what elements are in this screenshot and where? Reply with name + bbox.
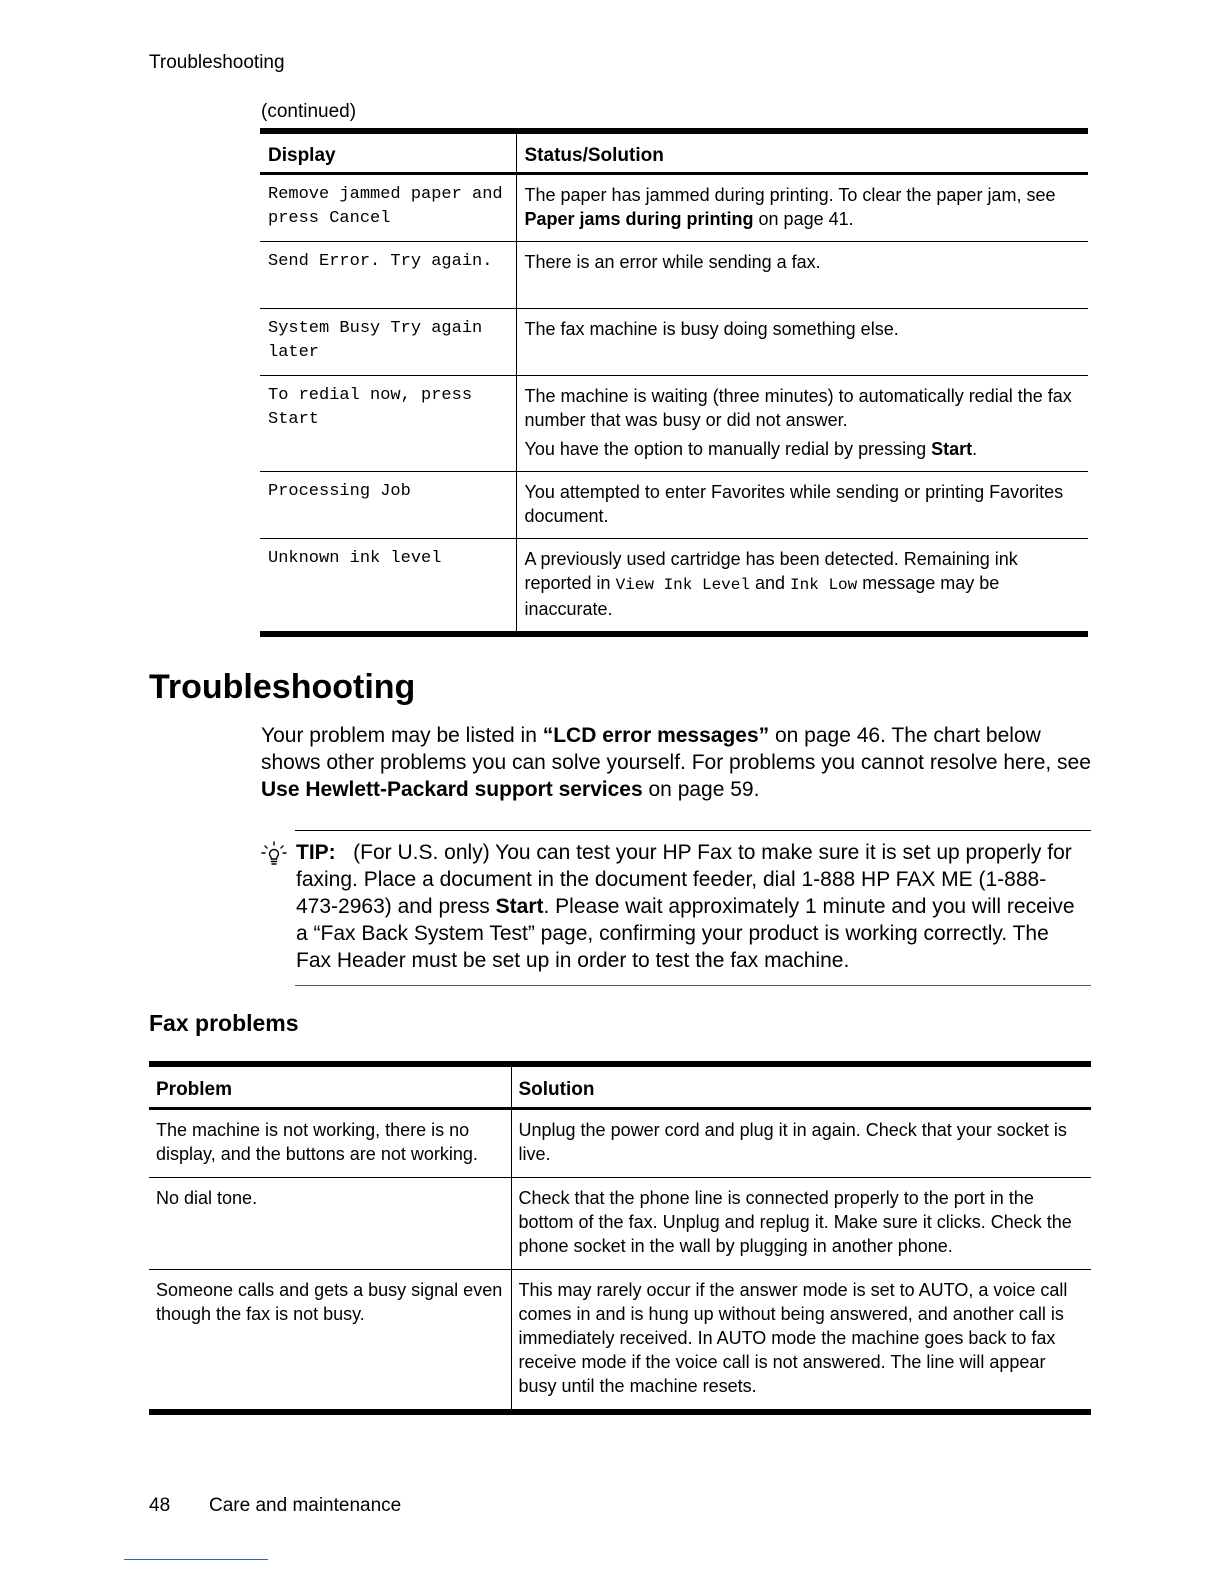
status-solution: There is an error while sending a fax. <box>516 241 1088 308</box>
solution-cell: This may rarely occur if the answer mode is set to AUTO, a voice call comes in and is hung up without being answered, and another call is immediately received. In AUTO mode the machine goes back to fax receive mode if the voice call is not answered. The line will appear busy until the machine resets. <box>511 1269 1091 1412</box>
section-title: Troubleshooting <box>149 668 416 706</box>
table-header-row <box>260 131 1088 173</box>
display-message: System Busy Try again later <box>260 308 516 375</box>
column-header-display: Display <box>260 131 516 173</box>
column-header-problem: Problem <box>149 1064 511 1108</box>
subsection-title: Fax problems <box>149 1010 299 1036</box>
table-row <box>149 1108 1091 1177</box>
table-row <box>260 173 1088 241</box>
cross-reference: Paper jams during printing <box>524 208 754 229</box>
status-solution: The machine is waiting (three minutes) to automatically redial the fax number that was busy or did not answer. You have the option to manually redial by pressing Start. <box>516 375 1088 471</box>
table-row <box>260 241 1088 308</box>
status-solution: The paper has jammed during printing. To clear the paper jam, see Paper jams during printing on page 41. <box>524 184 1056 229</box>
solution-cell: Check that the phone line is connected properly to the port in the bottom of the fax. Unplug and replug it. Make sure it clicks. Check the phone socket in the wall by plugging in another phone. <box>511 1177 1091 1269</box>
fax-problems-table <box>149 1061 1091 1415</box>
table-row <box>260 471 1088 538</box>
display-message: To redial now, press Start <box>260 375 516 471</box>
solution-cell: Unplug the power cord and plug it in again. Check that your socket is live. <box>518 1119 1067 1164</box>
table-row <box>260 538 1088 634</box>
chapter-name: Care and maintenance <box>209 1495 402 1516</box>
lcd-messages-table <box>260 128 1088 637</box>
page-number: 48 <box>149 1495 171 1516</box>
intro-paragraph: Your problem may be listed in “LCD error messages” on page 46. The chart below shows other problems you can solve yourself. For problems you cannot resolve here, see Use Hewlett-Packard support services on page 59. <box>261 724 1091 801</box>
problem-cell: Someone calls and gets a busy signal even though the fax is not busy. <box>149 1269 511 1412</box>
table-row <box>260 375 1088 471</box>
tip-rule-top <box>295 830 1091 831</box>
status-solution: You attempted to enter Favorites while sending or printing Favorites document. <box>516 471 1088 538</box>
footer-rule <box>124 1559 268 1560</box>
table-row <box>149 1177 1091 1269</box>
tip-label: TIP: <box>296 841 336 864</box>
display-message: Send Error. Try again. <box>260 241 516 308</box>
continued-label: (continued) <box>261 101 357 122</box>
status-solution: A previously used cartridge has been detected. Remaining ink reported in View Ink Level and Ink Low message may be inaccurate. <box>516 538 1088 634</box>
lightbulb-icon <box>260 840 288 868</box>
display-message: Processing Job <box>260 471 516 538</box>
status-solution: The fax machine is busy doing something else. <box>516 308 1088 375</box>
table-row <box>260 308 1088 375</box>
display-message: Unknown ink level <box>260 538 516 634</box>
column-header-solution: Solution <box>511 1064 1091 1108</box>
cross-reference: “LCD error messages” <box>542 724 770 747</box>
column-header-status-solution: Status/Solution <box>516 131 1088 173</box>
tip-text: TIP: (For U.S. only) You can test your HP Fax to make sure it is set up properly for faxing. Place a document in the document feeder, dial 1-888 HP FAX ME (1-888-473-2963) and press Start. Please wait approximately 1 minute and you will receive a “Fax Back System Test” page, confirming your product is working correctly. The Fax Header must be set up in order to test the fax machine. <box>296 841 1078 972</box>
cross-reference: Use Hewlett-Packard support services <box>261 778 643 801</box>
display-message: Remove jammed paper and press Cancel <box>260 173 516 241</box>
table-row <box>149 1269 1091 1412</box>
problem-cell: No dial tone. <box>149 1177 511 1269</box>
tip-rule-bottom <box>295 985 1091 986</box>
table-header-row <box>149 1064 1091 1108</box>
problem-cell: The machine is not working, there is no display, and the buttons are not working. <box>149 1108 511 1177</box>
running-header: Troubleshooting <box>149 52 285 73</box>
page-footer <box>149 1495 401 1517</box>
